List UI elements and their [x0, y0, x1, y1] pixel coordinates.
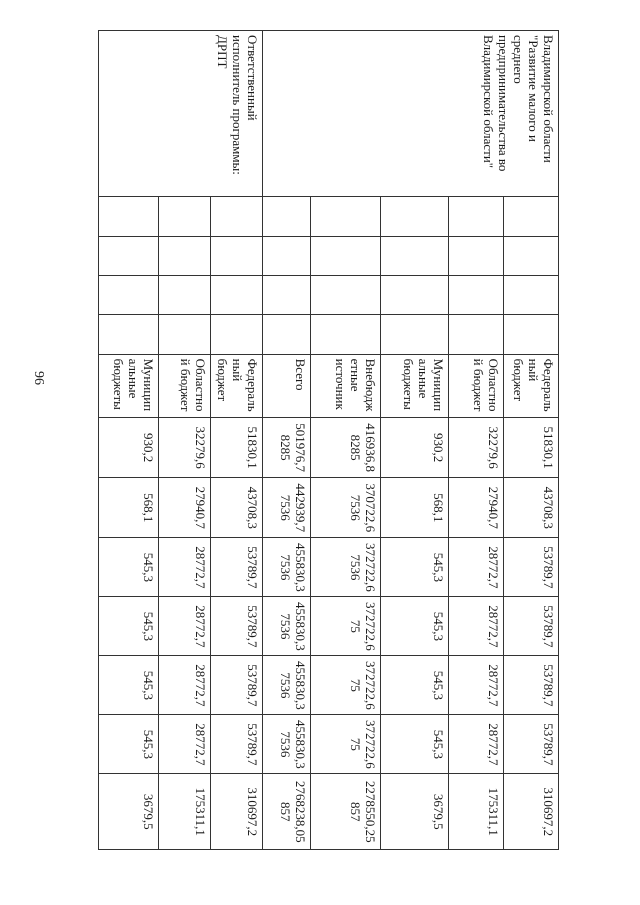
value-cell: 442939,77536 [263, 478, 311, 538]
value-cell: 53789,7 [504, 538, 559, 597]
page-number: 96 [31, 371, 46, 385]
value-cell: 930,2 [99, 418, 159, 478]
value-cell: 370722,67536 [311, 478, 381, 538]
empty-cell [159, 315, 211, 354]
value-cell: 545,3 [381, 597, 449, 656]
rotated-table-region [84, 30, 640, 843]
funding-source-cell: Муниципальные бюджеты [381, 354, 449, 417]
value-cell: 27940,7 [449, 478, 504, 538]
value-cell: 53789,7 [211, 715, 263, 774]
value-cell: 455830,37536 [263, 538, 311, 597]
empty-cell [381, 275, 449, 314]
value-cell: 455830,37536 [263, 656, 311, 715]
empty-cell [311, 315, 381, 354]
empty-cell [504, 197, 559, 236]
empty-cell [99, 236, 159, 275]
value-cell: 28772,7 [449, 715, 504, 774]
total-value-cell: 2278550,25857 [311, 774, 381, 850]
value-cell: 53789,7 [211, 538, 263, 597]
value-cell: 545,3 [99, 656, 159, 715]
value-cell: 545,3 [381, 656, 449, 715]
empty-cell [159, 197, 211, 236]
empty-cell [211, 275, 263, 314]
value-cell: 53789,7 [504, 597, 559, 656]
empty-cell [99, 315, 159, 354]
value-cell: 28772,7 [159, 715, 211, 774]
funding-source-cell: Областной бюджет [449, 354, 504, 417]
total-value-cell: 3679,5 [381, 774, 449, 850]
value-cell: 28772,7 [159, 538, 211, 597]
empty-cell [311, 197, 381, 236]
value-cell: 27940,7 [159, 478, 211, 538]
value-cell: 545,3 [381, 715, 449, 774]
executor-cell: Ответственный исполнитель программы: ДРПТ [99, 31, 263, 197]
value-cell: 53789,7 [504, 656, 559, 715]
empty-cell [381, 236, 449, 275]
value-cell: 28772,7 [449, 656, 504, 715]
empty-cell [159, 236, 211, 275]
empty-cell [311, 275, 381, 314]
total-value-cell: 310697,2 [211, 774, 263, 850]
empty-cell [211, 236, 263, 275]
value-cell: 372722,675 [311, 715, 381, 774]
value-cell: 28772,7 [159, 597, 211, 656]
value-cell: 28772,7 [449, 538, 504, 597]
funding-source-cell: Областной бюджет [159, 354, 211, 417]
value-cell: 53789,7 [211, 597, 263, 656]
empty-cell [504, 236, 559, 275]
empty-cell [263, 275, 311, 314]
value-cell: 455830,37536 [263, 597, 311, 656]
empty-cell [263, 315, 311, 354]
funding-source-cell: Федеральный бюджет [211, 354, 263, 417]
value-cell: 28772,7 [449, 597, 504, 656]
value-cell: 43708,3 [504, 478, 559, 538]
value-cell: 545,3 [381, 538, 449, 597]
empty-cell [99, 275, 159, 314]
value-cell: 53789,7 [504, 715, 559, 774]
value-cell: 53789,7 [211, 656, 263, 715]
total-value-cell: 175311,1 [159, 774, 211, 850]
empty-cell [504, 275, 559, 314]
empty-cell [449, 315, 504, 354]
empty-cell [99, 197, 159, 236]
funding-source-cell: Всего [263, 354, 311, 417]
value-cell: 568,1 [99, 478, 159, 538]
value-cell: 455830,37536 [263, 715, 311, 774]
budget-table [98, 30, 559, 850]
funding-source-cell: Муниципальные бюджеты [99, 354, 159, 417]
value-cell: 416936,88285 [311, 418, 381, 478]
total-value-cell: 175311,1 [449, 774, 504, 850]
value-cell: 545,3 [99, 538, 159, 597]
value-cell: 372722,675 [311, 597, 381, 656]
value-cell: 930,2 [381, 418, 449, 478]
empty-cell [159, 275, 211, 314]
value-cell: 501976,78285 [263, 418, 311, 478]
empty-cell [504, 315, 559, 354]
value-cell: 32279,6 [449, 418, 504, 478]
empty-cell [381, 197, 449, 236]
empty-cell [449, 236, 504, 275]
value-cell: 545,3 [99, 715, 159, 774]
funding-source-cell: Внебюджетные источник [311, 354, 381, 417]
value-cell: 51830,1 [504, 418, 559, 478]
value-cell: 372722,67536 [311, 538, 381, 597]
value-cell: 372722,675 [311, 656, 381, 715]
empty-cell [211, 315, 263, 354]
empty-cell [263, 236, 311, 275]
program-name-cell: Владимирской области "Развитие малого и среднего предпринимательства во Владимирской области" [263, 31, 559, 197]
table-row [504, 31, 559, 850]
value-cell: 568,1 [381, 478, 449, 538]
value-cell: 545,3 [99, 597, 159, 656]
total-value-cell: 310697,2 [504, 774, 559, 850]
value-cell: 51830,1 [211, 418, 263, 478]
total-value-cell: 2768238,05857 [263, 774, 311, 850]
total-value-cell: 3679,5 [99, 774, 159, 850]
empty-cell [449, 197, 504, 236]
funding-source-cell: Федеральный бюджет [504, 354, 559, 417]
value-cell: 43708,3 [211, 478, 263, 538]
empty-cell [449, 275, 504, 314]
value-cell: 28772,7 [159, 656, 211, 715]
empty-cell [381, 315, 449, 354]
empty-cell [311, 236, 381, 275]
empty-cell [263, 197, 311, 236]
empty-cell [211, 197, 263, 236]
value-cell: 32279,6 [159, 418, 211, 478]
table-row [211, 31, 263, 850]
